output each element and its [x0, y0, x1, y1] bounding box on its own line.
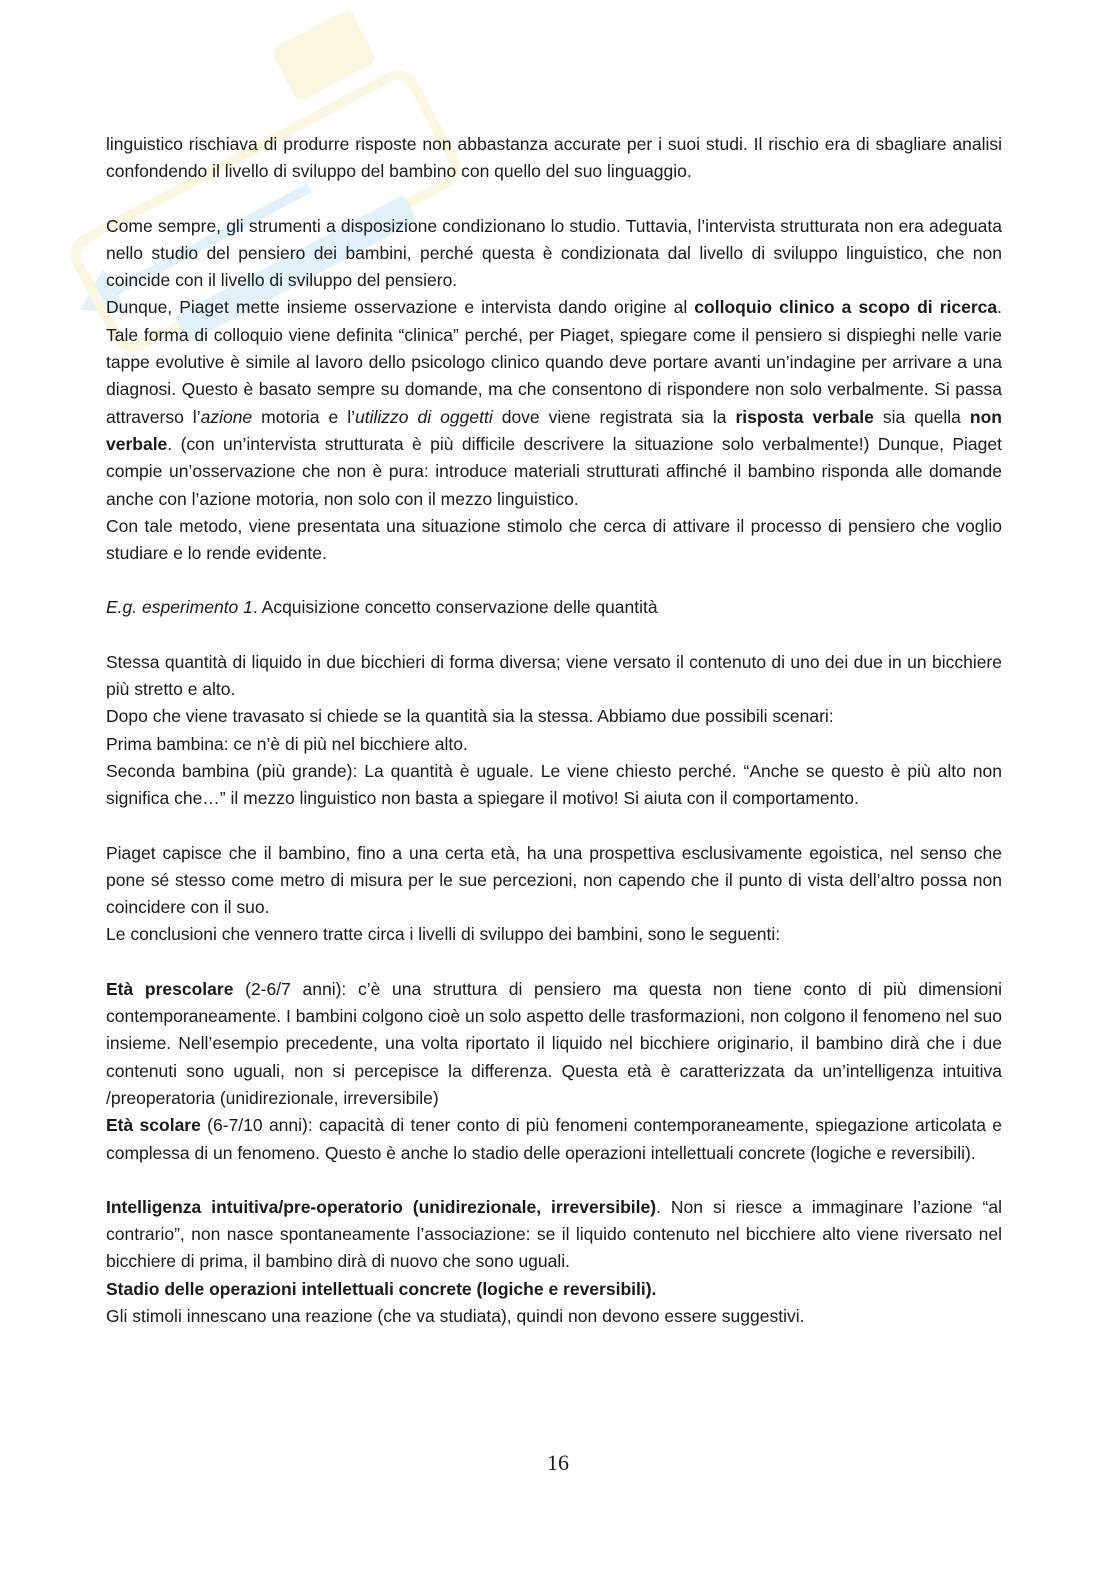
- text-run: . Tale forma di colloquio viene definita “clinica” perché, per Piaget, spiegare come il pensiero si dispieghi nelle varie tappe evolutive è simile al lavoro dello psicologo clinico quando deve portare avanti un’indagine per arrivare a una diagnosi. Questo è basato sempre su domande, ma che consentono di rispondere non solo verbalmente. Si passa attraverso l’: [106, 297, 1002, 427]
- paragraph: [106, 1276, 1002, 1303]
- paragraph: [106, 1303, 1002, 1330]
- paragraph: [106, 131, 1002, 186]
- text-run: Stessa quantità di liquido in due bicchieri di forma diversa; viene versato il contenuto di uno dei due in un bicchiere più stretto e alto.: [106, 651, 1002, 700]
- page-body: [106, 131, 1002, 1330]
- paragraph: [106, 840, 1002, 922]
- italic-text: E.g. esperimento 1: [106, 597, 253, 618]
- paragraph: [106, 703, 1002, 730]
- text-run: Gli stimoli innescano una reazione (che va studiata), quindi non devono essere suggestivi.: [106, 1305, 805, 1326]
- text-run: Seconda bambina (più grande): La quantità è uguale. Le viene chiesto perché. “Anche se questo è più alto non significa che…” il mezzo linguistico non basta a spiegare il motivo! Si aiuta con il comportamento.: [106, 760, 1002, 809]
- paragraph: [106, 213, 1002, 295]
- paragraph: [106, 649, 1002, 704]
- bold-text: Età prescolare: [106, 978, 234, 999]
- text-run: motoria e l’: [252, 406, 356, 427]
- text-run: dove viene registrata sia la: [492, 406, 736, 427]
- text-run: Le conclusioni che vennero tratte circa i livelli di sviluppo dei bambini, sono le seguenti:: [106, 924, 781, 945]
- paragraph: [106, 594, 1002, 621]
- paragraph-gap: [106, 1167, 1002, 1194]
- paragraph-gap: [106, 622, 1002, 649]
- paragraph: [106, 294, 1002, 512]
- bold-text: Età scolare: [106, 1115, 201, 1136]
- paragraph: [106, 1194, 1002, 1276]
- paragraph: [106, 513, 1002, 568]
- paragraph-gap: [106, 186, 1002, 213]
- text-run: sia quella: [873, 406, 970, 427]
- text-run: linguistico rischiava di produrre risposte non abbastanza accurate per i suoi studi. Il rischio era di sbagliare analisi confondendo il livello di sviluppo del bambino con quello del suo linguaggio.: [106, 134, 1002, 182]
- paragraph: [106, 921, 1002, 948]
- bold-text: non verbale: [106, 406, 1002, 454]
- bold-text: risposta verbale: [735, 406, 874, 427]
- italic-text: utilizzo di oggetti: [355, 406, 493, 427]
- bold-text: colloquio clinico a scopo di ricerca: [694, 297, 998, 318]
- paragraph-gap: [106, 567, 1002, 594]
- paragraph: [106, 758, 1002, 813]
- bold-text: Intelligenza intuitiva/pre-operatorio (unidirezionale, irreversibile): [106, 1196, 657, 1217]
- text-run: (6-7/10 anni): capacità di tener conto di più fenomeni contemporaneamente, spiegazione articolata e complessa di un fenomeno. Questo è anche lo stadio delle operazioni intellettuali concrete (logiche e reversibili).: [106, 1115, 1003, 1163]
- text-run: Con tale metodo, viene presentata una situazione stimolo che cerca di attivare il processo di pensiero che voglio studiare e lo rende evidente.: [106, 515, 1002, 564]
- text-run: Come sempre, gli strumenti a disposizione condizionano lo studio. Tuttavia, l’intervista strutturata non era adeguata nello studio del pensiero dei bambini, perché questa è condizionata dal livello di sviluppo linguistico, che non coincide con il livello di sviluppo del pensiero.: [106, 215, 1002, 291]
- text-run: Dopo che viene travasato si chiede se la quantità sia la stessa. Abbiamo due possibili scenari:: [106, 706, 834, 727]
- text-run: Piaget capisce che il bambino, fino a una certa età, ha una prospettiva esclusivamente egoistica, nel senso che pone sé stesso come metro di misura per le sue percezioni, non capendo che il punto di vista dell’altro possa non coincidere con il suo.: [106, 842, 1002, 918]
- text-run: . Non si riesce a immaginare l’azione “al contrario”, non nasce spontaneamente l’associazione: se il liquido contenuto nel bicchiere alto viene riversato nel bicchiere di prima, il bambino dirà di nuovo che sono uguali.: [106, 1196, 1002, 1272]
- bold-text: Stadio delle operazioni intellettuali concrete (logiche e reversibili).: [106, 1278, 657, 1299]
- text-run: . Acquisizione concetto conservazione delle quantità: [252, 597, 658, 618]
- paragraph: [106, 731, 1002, 758]
- paragraph-gap: [106, 949, 1002, 976]
- paragraph: [106, 976, 1002, 1112]
- paragraph: [106, 1112, 1002, 1167]
- text-run: Prima bambina: ce n’è di più nel bicchiere alto.: [106, 733, 468, 754]
- text-run: (2-6/7 anni): c’è una struttura di pensiero ma questa non tiene conto di più dimensioni contemporaneamente. I bambini colgono cioè un solo aspetto delle trasformazioni, non colgono il fenomeno nel suo insieme. Nell’esempio precedente, una volta riportato il liquido nel bicchiere originario, il bambino dirà che i due contenuti sono uguali, non si percepisce la differenza. Questa età è caratterizzata da un’intelligenza intuitiva /preoperatoria (unidirezionale, irreversibile): [106, 978, 1002, 1108]
- paragraph-gap: [106, 813, 1002, 840]
- text-run: Dunque, Piaget mette insieme osservazione e intervista dando origine al: [106, 297, 695, 318]
- text-run: . (con un’intervista strutturata è più difficile descrivere la situazione solo verbalmente!) Dunque, Piaget compie un’osservazione che non è pura: introduce materiali strutturati affinché il bambino risponda alle domande anche con l’azione motoria, non solo con il mezzo linguistico.: [106, 433, 1002, 509]
- page-number: 16: [547, 1450, 569, 1475]
- italic-text: azione: [200, 406, 253, 427]
